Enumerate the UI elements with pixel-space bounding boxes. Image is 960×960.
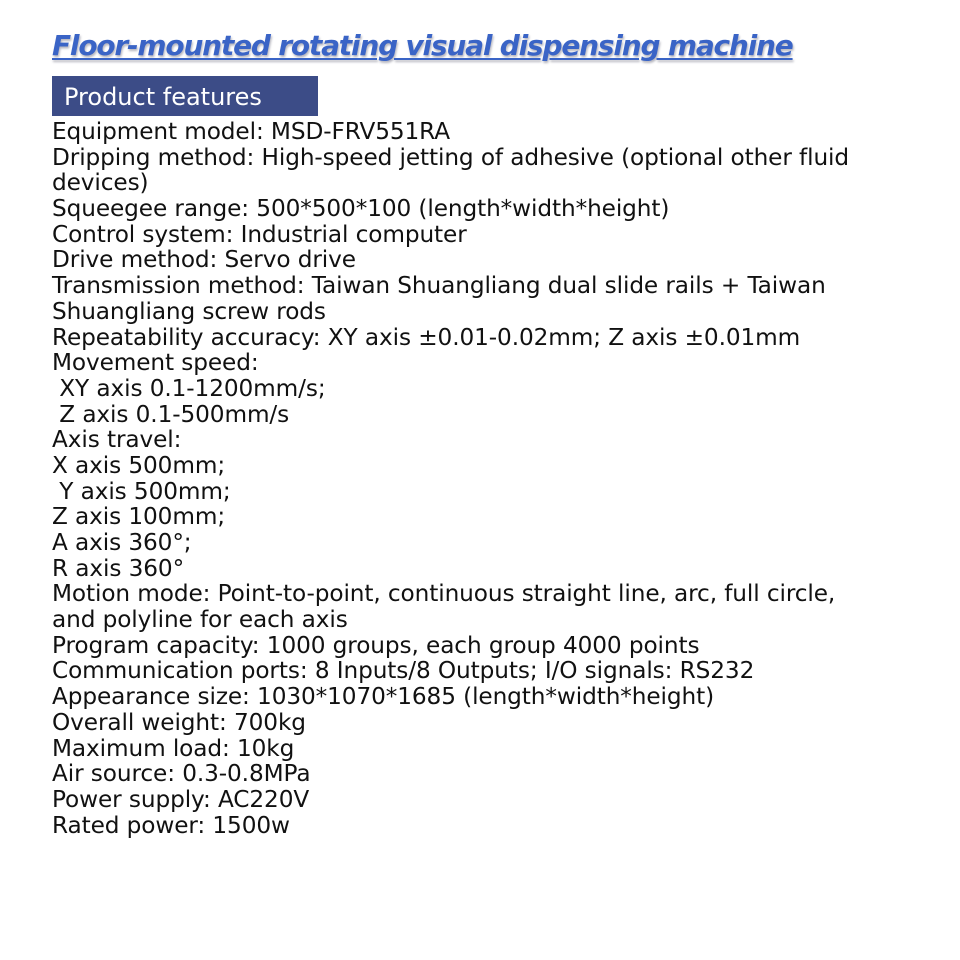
spec-line: Power supply: AC220V (52, 785, 310, 813)
section-badge-product-features: Product features (52, 76, 318, 116)
spec-line: Motion mode: Point-to-point, continuous straight line, arc, full circle, (52, 580, 836, 608)
spec-line: Z axis 100mm; (52, 503, 226, 531)
spec-line: Z axis 0.1-500mm/s (52, 400, 290, 428)
spec-line: Equipment model: MSD-FRV551RA (52, 118, 451, 145)
spec-line: Control system: Industrial computer (52, 220, 467, 248)
spec-line: Dripping method: High-speed jetting of adhesive (optional other fluid (52, 143, 850, 171)
spec-line: Rated power: 1500w (52, 811, 290, 839)
spec-line: R axis 360° (52, 554, 185, 582)
spec-line: X axis 500mm; (52, 451, 226, 479)
spec-line: XY axis 0.1-1200mm/s; (52, 374, 326, 402)
spec-line: Appearance size: 1030*1070*1685 (length*width*height) (52, 683, 715, 711)
spec-line: Squeegee range: 500*500*100 (length*width*height) (52, 195, 670, 223)
spec-line: devices) (52, 169, 149, 197)
spec-line: Program capacity: 1000 groups, each group 4000 points (52, 631, 700, 659)
spec-list (52, 119, 952, 838)
spec-line: A axis 360°; (52, 529, 192, 556)
spec-line: Y axis 500mm; (52, 477, 231, 505)
spec-line: and polyline for each axis (52, 606, 348, 634)
spec-line: Repeatability accuracy: XY axis ±0.01-0.02mm; Z axis ±0.01mm (52, 323, 801, 351)
spec-line: Air source: 0.3-0.8MPa (52, 760, 311, 788)
spec-line: Overall weight: 700kg (52, 708, 306, 736)
spec-line: Axis travel: (52, 426, 182, 454)
spec-line: Shuangliang screw rods (52, 297, 326, 325)
spec-line: Transmission method: Taiwan Shuangliang dual slide rails + Taiwan (52, 272, 826, 300)
spec-line: Drive method: Servo drive (52, 246, 356, 274)
page-title: Floor-mounted rotating visual dispensing machine (52, 29, 793, 62)
spec-line: Communication ports: 8 Inputs/8 Outputs; I/O signals: RS232 (52, 657, 755, 685)
spec-line: Maximum load: 10kg (52, 734, 295, 762)
spec-line: Movement speed: (52, 349, 259, 377)
